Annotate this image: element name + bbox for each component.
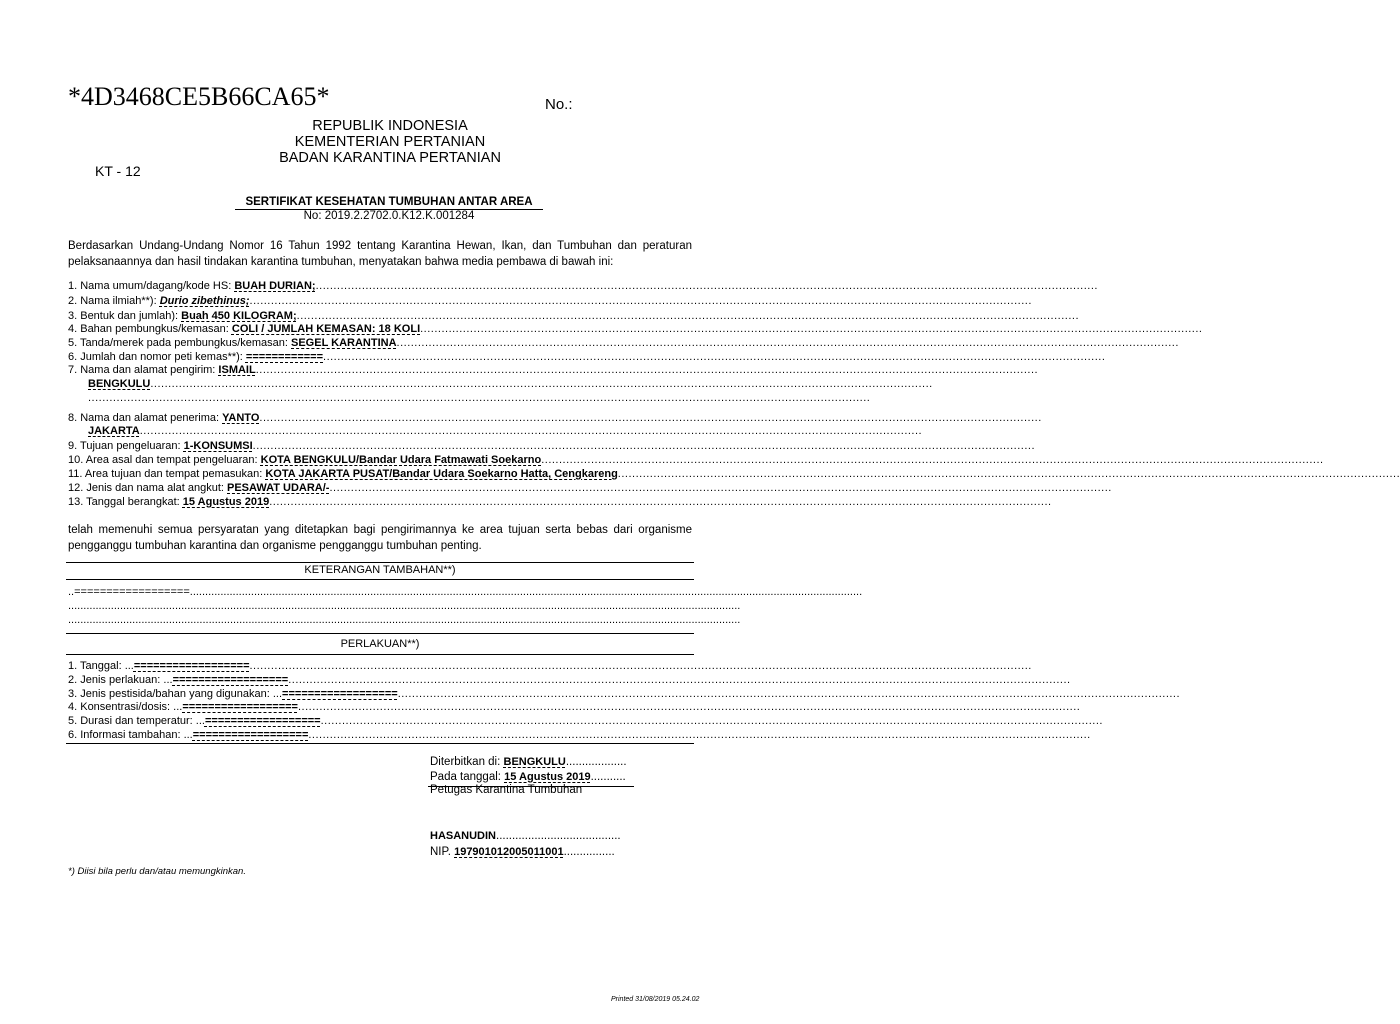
item-label: 9. Tujuan pengeluaran: [68, 440, 184, 452]
receiver-address-value: JAKARTA [88, 425, 140, 437]
keterangan-title: KETERANGAN TAMBAHAN**) [304, 564, 456, 576]
nip-label: NIP. [430, 846, 455, 858]
header-agency: BADAN KARANTINA PERTANIAN [279, 150, 501, 166]
sender-address-line: ............................................................................................................................................................................................................................ [88, 392, 871, 404]
header-ministry: KEMENTERIAN PERTANIAN [294, 134, 486, 150]
item-row: 11. Area tujuan dan tempat pemasukan: KOTA JAKARTA PUSAT/Bandar Udara Soekarno Hatta, Cengkareng............................................................................................................................................................................................................................ [68, 468, 1400, 480]
item-value: Durio zibethinus; [159, 295, 250, 307]
perlakuan-value: ================== [172, 674, 289, 686]
item-row: 8. Nama dan alamat penerima: YANTO............................................................................................................................................................................................................................ [68, 412, 1042, 424]
item-label: 13. Tanggal berangkat: [68, 496, 183, 508]
receiver-address: JAKARTA............................................................................................................................................................................................................................ [88, 425, 923, 437]
perlakuan-row: 1. Tanggal: ...==================............................................................................................................................................................................................................................ [68, 660, 1032, 672]
officer-name: HASANUDIN [430, 830, 496, 842]
perlakuan-label: 6. Informasi tambahan: [68, 729, 184, 741]
item-label: 8. Nama dan alamat penerima: [68, 412, 223, 424]
item-label: 3. Bentuk dan jumlah): [68, 310, 182, 322]
intro-paragraph: Berdasarkan Undang-Undang Nomor 16 Tahun 1992 tentang Karantina Hewan, Ikan, dan Tumbuhan dan peraturan pelaksanaannya dan hasil tindakan karantina tumbuhan, menyatakan bahwa media pembawa di bawah ini: [68, 240, 692, 268]
issue-date-line: Pada tanggal: 15 Agustus 2019........... [430, 771, 626, 783]
item-value: ISMAIL [218, 364, 256, 376]
header-republic: REPUBLIK INDONESIA [312, 118, 468, 134]
certificate-title: SERTIFIKAT KESEHATAN TUMBUHAN ANTAR AREA [235, 196, 543, 210]
perlakuan-value: ================== [192, 729, 309, 741]
perlakuan-row: 2. Jenis perlakuan: ...==================............................................................................................................................................................................................................................ [68, 674, 1071, 686]
item-value: BUAH DURIAN; [234, 280, 316, 292]
perlakuan-label: 5. Durasi dan temperatur: [68, 715, 196, 727]
item-value: SEGEL KARANTINA [291, 337, 397, 349]
perlakuan-row: 4. Konsentrasi/dosis: ...==================............................................................................................................................................................................................................................ [68, 701, 1081, 713]
item-value: YANTO [222, 412, 260, 424]
issue-date-label: Pada tanggal: [430, 771, 505, 783]
certificate-number: No: 2019.2.2702.0.K12.K.001284 [303, 210, 475, 222]
item-label: 7. Nama dan alamat pengirim: [68, 364, 219, 376]
item-value: ============ [245, 351, 324, 363]
item-value: 1-KONSUMSI [183, 440, 253, 452]
officer-title: Petugas Karantina Tumbuhan [430, 784, 583, 796]
item-value: KOTA BENGKULU/Bandar Udara Fatmawati Soekarno [260, 454, 542, 466]
item-value: KOTA JAKARTA PUSAT/Bandar Udara Soekarno Hatta, Cengkareng [265, 468, 618, 480]
item-row: 1. Nama umum/dagang/kode HS: BUAH DURIAN;............................................................................................................................................................................................................................ [68, 280, 1098, 292]
sender-address-value: BENGKULU [88, 378, 151, 390]
issue-date-value: 15 Agustus 2019 [504, 771, 591, 783]
printed-timestamp: Printed 31/08/2019 05.24.02 [611, 996, 700, 1003]
number-label: No.: [545, 96, 573, 113]
officer-name-line: HASANUDIN....................................... [430, 830, 621, 842]
item-label: 5. Tanda/merek pada pembungkus/kemasan: [68, 337, 291, 349]
item-label: 11. Area tujuan dan tempat pemasukan: [68, 468, 266, 480]
barcode-text: *4D3468CE5B66CA65* [68, 82, 330, 111]
document-header [160, 118, 620, 166]
item-row: 9. Tujuan pengeluaran: 1-KONSUMSI............................................................................................................................................................................................................................ [68, 440, 1036, 452]
divider [66, 654, 694, 655]
perlakuan-label: 3. Jenis pestisida/bahan yang digunakan: [68, 688, 273, 700]
item-value: Buah 450 KILOGRAM; [181, 310, 297, 322]
perlakuan-value: ================== [182, 701, 298, 713]
divider [66, 743, 694, 744]
item-label: 6. Jumlah dan nomor peti kemas**): [68, 351, 246, 363]
perlakuan-value: ================== [133, 660, 250, 672]
sender-address: BENGKULU............................................................................................................................................................................................................................ [88, 378, 933, 390]
keterangan-line: ............................................................................................................................................................................................................................ [68, 614, 741, 626]
item-row: 13. Tanggal berangkat: 15 Agustus 2019............................................................................................................................................................................................................................ [68, 496, 1052, 508]
keterangan-value: ================== [74, 586, 190, 598]
perlakuan-value: ================== [204, 715, 321, 727]
divider [66, 579, 694, 580]
issued-at-line: Diterbitkan di: BENGKULU................... [430, 756, 627, 768]
perlakuan-label: 2. Jenis perlakuan: [68, 674, 164, 686]
perlakuan-row: 5. Durasi dan temperatur: ...==================............................................................................................................................................................................................................................ [68, 715, 1103, 727]
nip-line: NIP. 197901012005011001................ [430, 846, 615, 858]
perlakuan-value: ================== [282, 688, 398, 700]
item-row: 7. Nama dan alamat pengirim: ISMAIL............................................................................................................................................................................................................................ [68, 364, 1039, 376]
footnote: *) Diisi bila perlu dan/atau memungkinkan. [68, 866, 246, 877]
item-label: 12. Jenis dan nama alat angkut: [68, 482, 227, 494]
item-value: 15 Agustus 2019 [182, 496, 270, 508]
issued-at-label: Diterbitkan di: [430, 756, 504, 768]
keterangan-line: ..==================............................................................................................................................................................................................................................ [68, 586, 863, 598]
perlakuan-title: PERLAKUAN**) [340, 638, 420, 650]
item-label: 4. Bahan pembungkus/kemasan: [68, 323, 232, 335]
issued-at-value: BENGKULU [503, 756, 566, 768]
item-row: 2. Nama ilmiah**): Durio zibethinus;............................................................................................................................................................................................................................ [68, 295, 1032, 307]
form-code: KT - 12 [95, 163, 141, 179]
perlakuan-row: 6. Informasi tambahan: ...==================............................................................................................................................................................................................................................ [68, 729, 1091, 741]
perlakuan-row: 3. Jenis pestisida/bahan yang digunakan: ...==================............................................................................................................................................................................................................................ [68, 688, 1181, 700]
certificate-heading [235, 196, 543, 222]
keterangan-line: ............................................................................................................................................................................................................................ [68, 600, 741, 612]
item-row: 4. Bahan pembungkus/kemasan: COLI / JUMLAH KEMASAN: 18 KOLI............................................................................................................................................................................................................................ [68, 323, 1203, 335]
item-row: 6. Jumlah dan nomor peti kemas**): ============............................................................................................................................................................................................................................ [68, 351, 1106, 363]
item-value: COLI / JUMLAH KEMASAN: 18 KOLI [231, 323, 421, 335]
item-row: 5. Tanda/merek pada pembungkus/kemasan: SEGEL KARANTINA............................................................................................................................................................................................................................ [68, 337, 1179, 349]
receiver-address-line [68, 433, 690, 441]
closing-paragraph: telah memenuhi semua persyaratan yang ditetapkan bagi pengirimannya ke area tujuan serta bebas dari organisme pengganggu tumbuhan karantina dan organisme pengganggu tumbuhan penting. [68, 524, 692, 552]
item-label: 10. Area asal dan tempat pengeluaran: [68, 454, 261, 466]
item-row: 3. Bentuk dan jumlah): Buah 450 KILOGRAM;............................................................................................................................................................................................................................ [68, 310, 1079, 322]
divider [66, 562, 694, 563]
item-value: PESAWAT UDARA/- [227, 482, 330, 494]
item-label: 1. Nama umum/dagang/kode HS: [68, 280, 235, 292]
nip-value: 197901012005011001 [454, 846, 564, 858]
perlakuan-label: 4. Konsentrasi/dosis: [68, 701, 174, 713]
divider [66, 633, 694, 634]
item-label: 2. Nama ilmiah**): [68, 295, 160, 307]
perlakuan-label: 1. Tanggal: [68, 660, 125, 672]
item-row: 12. Jenis dan nama alat angkut: PESAWAT UDARA/-............................................................................................................................................................................................................................ [68, 482, 1112, 494]
item-row: 10. Area asal dan tempat pengeluaran: KOTA BENGKULU/Bandar Udara Fatmawati Soekarno............................................................................................................................................................................................................................ [68, 454, 1324, 466]
